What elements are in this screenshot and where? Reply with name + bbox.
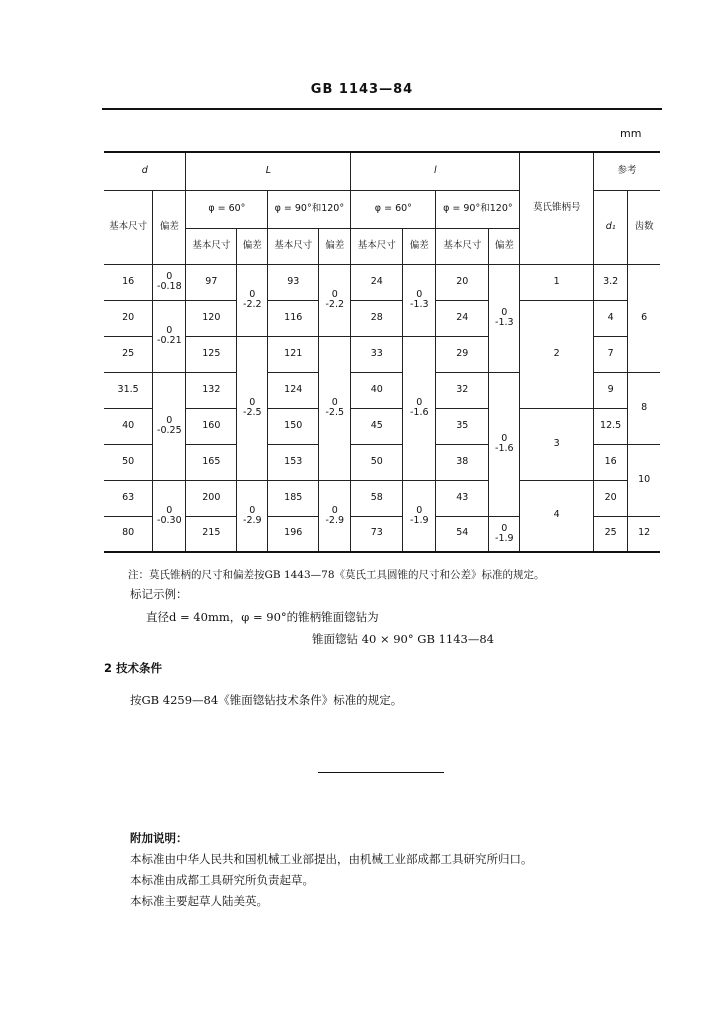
cell-L90: 121 [268, 336, 319, 372]
table-row [104, 264, 660, 300]
cell-L60: 97 [186, 264, 237, 300]
appendix [130, 828, 533, 912]
cell-L90-dev: 0 -2.9 [319, 480, 351, 552]
appendix-line: 本标准主要起草人陆美英。 [130, 894, 268, 908]
header-l-phi90: φ = 90°和120° [436, 190, 520, 228]
cell-L90: 116 [268, 300, 319, 336]
cell-d: 31.5 [104, 372, 153, 408]
cell-d1: 9 [594, 372, 628, 408]
cell-L60: 160 [186, 408, 237, 444]
header-l-phi60: φ = 60° [351, 190, 436, 228]
cell-l60: 45 [351, 408, 403, 444]
cell-teeth: 8 [628, 372, 660, 444]
cell-d: 80 [104, 516, 153, 552]
cell-morse: 4 [520, 480, 594, 552]
cell-d-dev: 0 -0.21 [153, 300, 186, 372]
header-reference: 参考 [594, 152, 660, 190]
header-dev: 偏差 [237, 228, 268, 264]
cell-l60-dev: 0 -1.6 [403, 336, 436, 480]
cell-L60: 200 [186, 480, 237, 516]
marking-example-title: 标记示例： [130, 587, 188, 601]
header-rule [102, 108, 662, 110]
cell-l90: 43 [436, 480, 489, 516]
cell-L90: 153 [268, 444, 319, 480]
cell-l60: 58 [351, 480, 403, 516]
marking-example-line2: 锥面锪钻 40 × 90° GB 1143—84 [312, 632, 494, 646]
table-row [104, 408, 660, 444]
cell-L90: 150 [268, 408, 319, 444]
cell-d: 50 [104, 444, 153, 480]
cell-L90: 196 [268, 516, 319, 552]
cell-l90-dev: 0 -1.6 [489, 372, 520, 516]
header-teeth: 齿数 [628, 190, 660, 264]
cell-d1: 4 [594, 300, 628, 336]
header-d1: d₁ [594, 190, 628, 264]
cell-L60: 125 [186, 336, 237, 372]
cell-d: 20 [104, 300, 153, 336]
section-2-body: 按GB 4259—84《锥面锪钻技术条件》标准的规定。 [130, 693, 403, 707]
unit-label: mm [620, 127, 642, 140]
cell-d-dev: 0 -0.30 [153, 480, 186, 552]
header-L-phi90: φ = 90°和120° [268, 190, 351, 228]
header-L-phi60: φ = 60° [186, 190, 268, 228]
cell-l60: 73 [351, 516, 403, 552]
header-dev: 偏差 [319, 228, 351, 264]
cell-l60-dev: 0 -1.3 [403, 264, 436, 336]
cell-l90: 38 [436, 444, 489, 480]
header-dev: 偏差 [489, 228, 520, 264]
section-2-title: 2 技术条件 [104, 661, 163, 675]
cell-d: 40 [104, 408, 153, 444]
cell-L60: 120 [186, 300, 237, 336]
cell-L90: 124 [268, 372, 319, 408]
cell-morse: 3 [520, 408, 594, 480]
cell-l90: 54 [436, 516, 489, 552]
appendix-line: 本标准由成都工具研究所负责起草。 [130, 873, 314, 887]
appendix-title: 附加说明： [130, 831, 188, 845]
cell-d1: 25 [594, 516, 628, 552]
cell-d: 25 [104, 336, 153, 372]
standard-number-header: GB 1143—84 [310, 82, 414, 97]
cell-d-dev: 0 -0.18 [153, 264, 186, 300]
header-morse-taper-no: 莫氏锥柄号 [520, 152, 594, 264]
cell-l60: 40 [351, 372, 403, 408]
cell-l60-dev: 0 -1.9 [403, 480, 436, 552]
cell-L60-dev: 0 -2.5 [237, 336, 268, 480]
cell-l60: 50 [351, 444, 403, 480]
cell-L60-dev: 0 -2.2 [237, 264, 268, 336]
cell-d1: 16 [594, 444, 628, 480]
appendix-line: 本标准由中华人民共和国机械工业部提出，由机械工业部成都工具研究所归口。 [130, 852, 533, 866]
cell-L90: 93 [268, 264, 319, 300]
cell-d-dev: 0 -0.25 [153, 372, 186, 480]
marking-example-line1: 直径d = 40mm，φ = 90°的锥柄锥面锪钻为 [146, 610, 379, 624]
header-basic: 基本尺寸 [268, 228, 319, 264]
cell-l90: 29 [436, 336, 489, 372]
cell-L90-dev: 0 -2.5 [319, 336, 351, 480]
header-l: l [351, 152, 520, 190]
cell-l60: 33 [351, 336, 403, 372]
table-row [104, 480, 660, 516]
header-basic: 基本尺寸 [186, 228, 237, 264]
cell-d1: 7 [594, 336, 628, 372]
cell-d: 16 [104, 264, 153, 300]
table-note: 注：莫氏锥柄的尺寸和偏差按GB 1443—78《莫氏工具圆锥的尺寸和公差》标准的规定。 [128, 569, 545, 581]
cell-L60: 165 [186, 444, 237, 480]
header-dev: 偏差 [403, 228, 436, 264]
cell-L60: 132 [186, 372, 237, 408]
header-d: d [104, 152, 186, 190]
cell-l60: 24 [351, 264, 403, 300]
cell-d1: 12.5 [594, 408, 628, 444]
cell-l90: 20 [436, 264, 489, 300]
cell-l60: 28 [351, 300, 403, 336]
cell-morse: 2 [520, 300, 594, 408]
cell-L90: 185 [268, 480, 319, 516]
cell-teeth: 10 [628, 444, 660, 516]
header-d-dev: 偏差 [153, 190, 186, 264]
end-rule [318, 772, 444, 773]
cell-d1: 3.2 [594, 264, 628, 300]
cell-morse: 1 [520, 264, 594, 300]
header-basic: 基本尺寸 [436, 228, 489, 264]
cell-L90-dev: 0 -2.2 [319, 264, 351, 336]
cell-teeth: 12 [628, 516, 660, 552]
cell-l90: 32 [436, 372, 489, 408]
cell-d1: 20 [594, 480, 628, 516]
header-L: L [186, 152, 351, 190]
table-row [104, 300, 660, 336]
header-d-basic: 基本尺寸 [104, 190, 153, 264]
cell-d: 63 [104, 480, 153, 516]
cell-l90-dev: 0 -1.9 [489, 516, 520, 552]
cell-l90: 24 [436, 300, 489, 336]
header-basic: 基本尺寸 [351, 228, 403, 264]
cell-L60: 215 [186, 516, 237, 552]
cell-L60-dev: 0 -2.9 [237, 480, 268, 552]
cell-l90: 35 [436, 408, 489, 444]
cell-l90-dev: 0 -1.3 [489, 264, 520, 372]
dimension-table [104, 151, 660, 553]
cell-teeth: 6 [628, 264, 660, 372]
